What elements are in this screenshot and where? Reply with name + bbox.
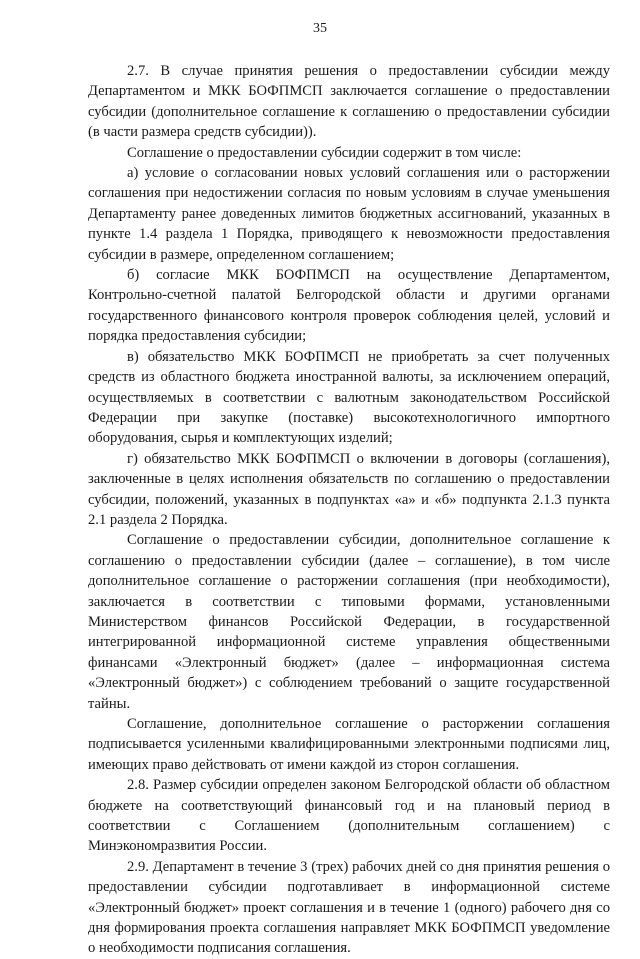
paragraph-2-8: 2.8. Размер субсидии определен законом Белгородской области об областном бюджете на соответствующий финансовый год и на плановый период в соответствии с Соглашением (дополнительным соглашением) с Минэкономразвития России. [88, 777, 610, 855]
paragraph-agreement-contents: Соглашение о предоставлении субсидии содержит в том числе: [127, 144, 522, 161]
document-body [88, 61, 610, 959]
paragraph-item-v: в) обязательство МКК БОФПМСП не приобретать за счет полученных средств из областного бюджета иностранной валюты, за исключением операций, осуществляемых в соответствии с валютным законодательством Российской Федерации при закупке (поставке) высокотехнологичного импортного оборудования, сырья и комплектующих изделий; [88, 348, 610, 447]
paragraph-2-9: 2.9. Департамент в течение 3 (трех) рабочих дней со дня принятия решения о предоставлении субсидии подготавливает в информационной системе «Электронный бюджет» проект соглашения и в течение 1 (одного) рабочего дня со дня формирования проекта соглашения направляет МКК БОФПМСП уведомление о необходимости подписания соглашения. [88, 858, 610, 957]
paragraph-2-7: 2.7. В случае принятия решения о предоставлении субсидии между Департаментом и МКК БОФПМСП заключается соглашение о предоставлении субсидии (дополнительное соглашение к соглашению о предоставлении субсидии (в части размера средств субсидии)). [88, 63, 610, 141]
paragraph-item-g: г) обязательство МКК БОФПМСП о включении в договоры (соглашения), заключенные в целях исполнения обязательств по соглашению о предоставлении субсидии, положений, указанных в подпунктах «а» и «б» подпункта 2.1.3 пункта 2.1 раздела 2 Порядка. [88, 450, 610, 528]
paragraph-item-b: б) согласие МКК БОФПМСП на осуществление Департаментом, Контрольно-счетной палатой Белгородской области и другими органами государственного финансового контроля проверок соблюдения целей, условий и порядка предоставления субсидии; [88, 267, 610, 345]
paragraph-item-a: а) условие о согласовании новых условий соглашения или о расторжении соглашения при недостижении согласия по новым условиям в случае уменьшения Департаменту ранее доведенных лимитов бюджетных ассигнований, указанных в пункте 1.4 раздела 1 Порядка, приводящего к невозможности предоставления субсидии в размере, определенном соглашением; [88, 165, 610, 263]
paragraph-signing: Соглашение, дополнительное соглашение о расторжении соглашения подписывается усиленными квалифицированными электронными подписями лиц, имеющих право действовать от имени каждой из сторон соглашения. [88, 716, 610, 773]
page-number: 35 [313, 21, 327, 36]
paragraph-agreement-forms: Соглашение о предоставлении субсидии, дополнительное соглашение к соглашению о предоставлении субсидии (далее – соглашение), в том числе дополнительное соглашение о расторжении соглашения (при необходимости), заключается в соответствии с типовыми формами, установленными Министерством финансов Российской Федерации, в государственной интегрированной информационной системе управления общественными финансами «Электронный бюджет» (далее – информационная система «Электронный бюджет») с соблюдением требований о защите государственной тайны. [88, 532, 610, 712]
